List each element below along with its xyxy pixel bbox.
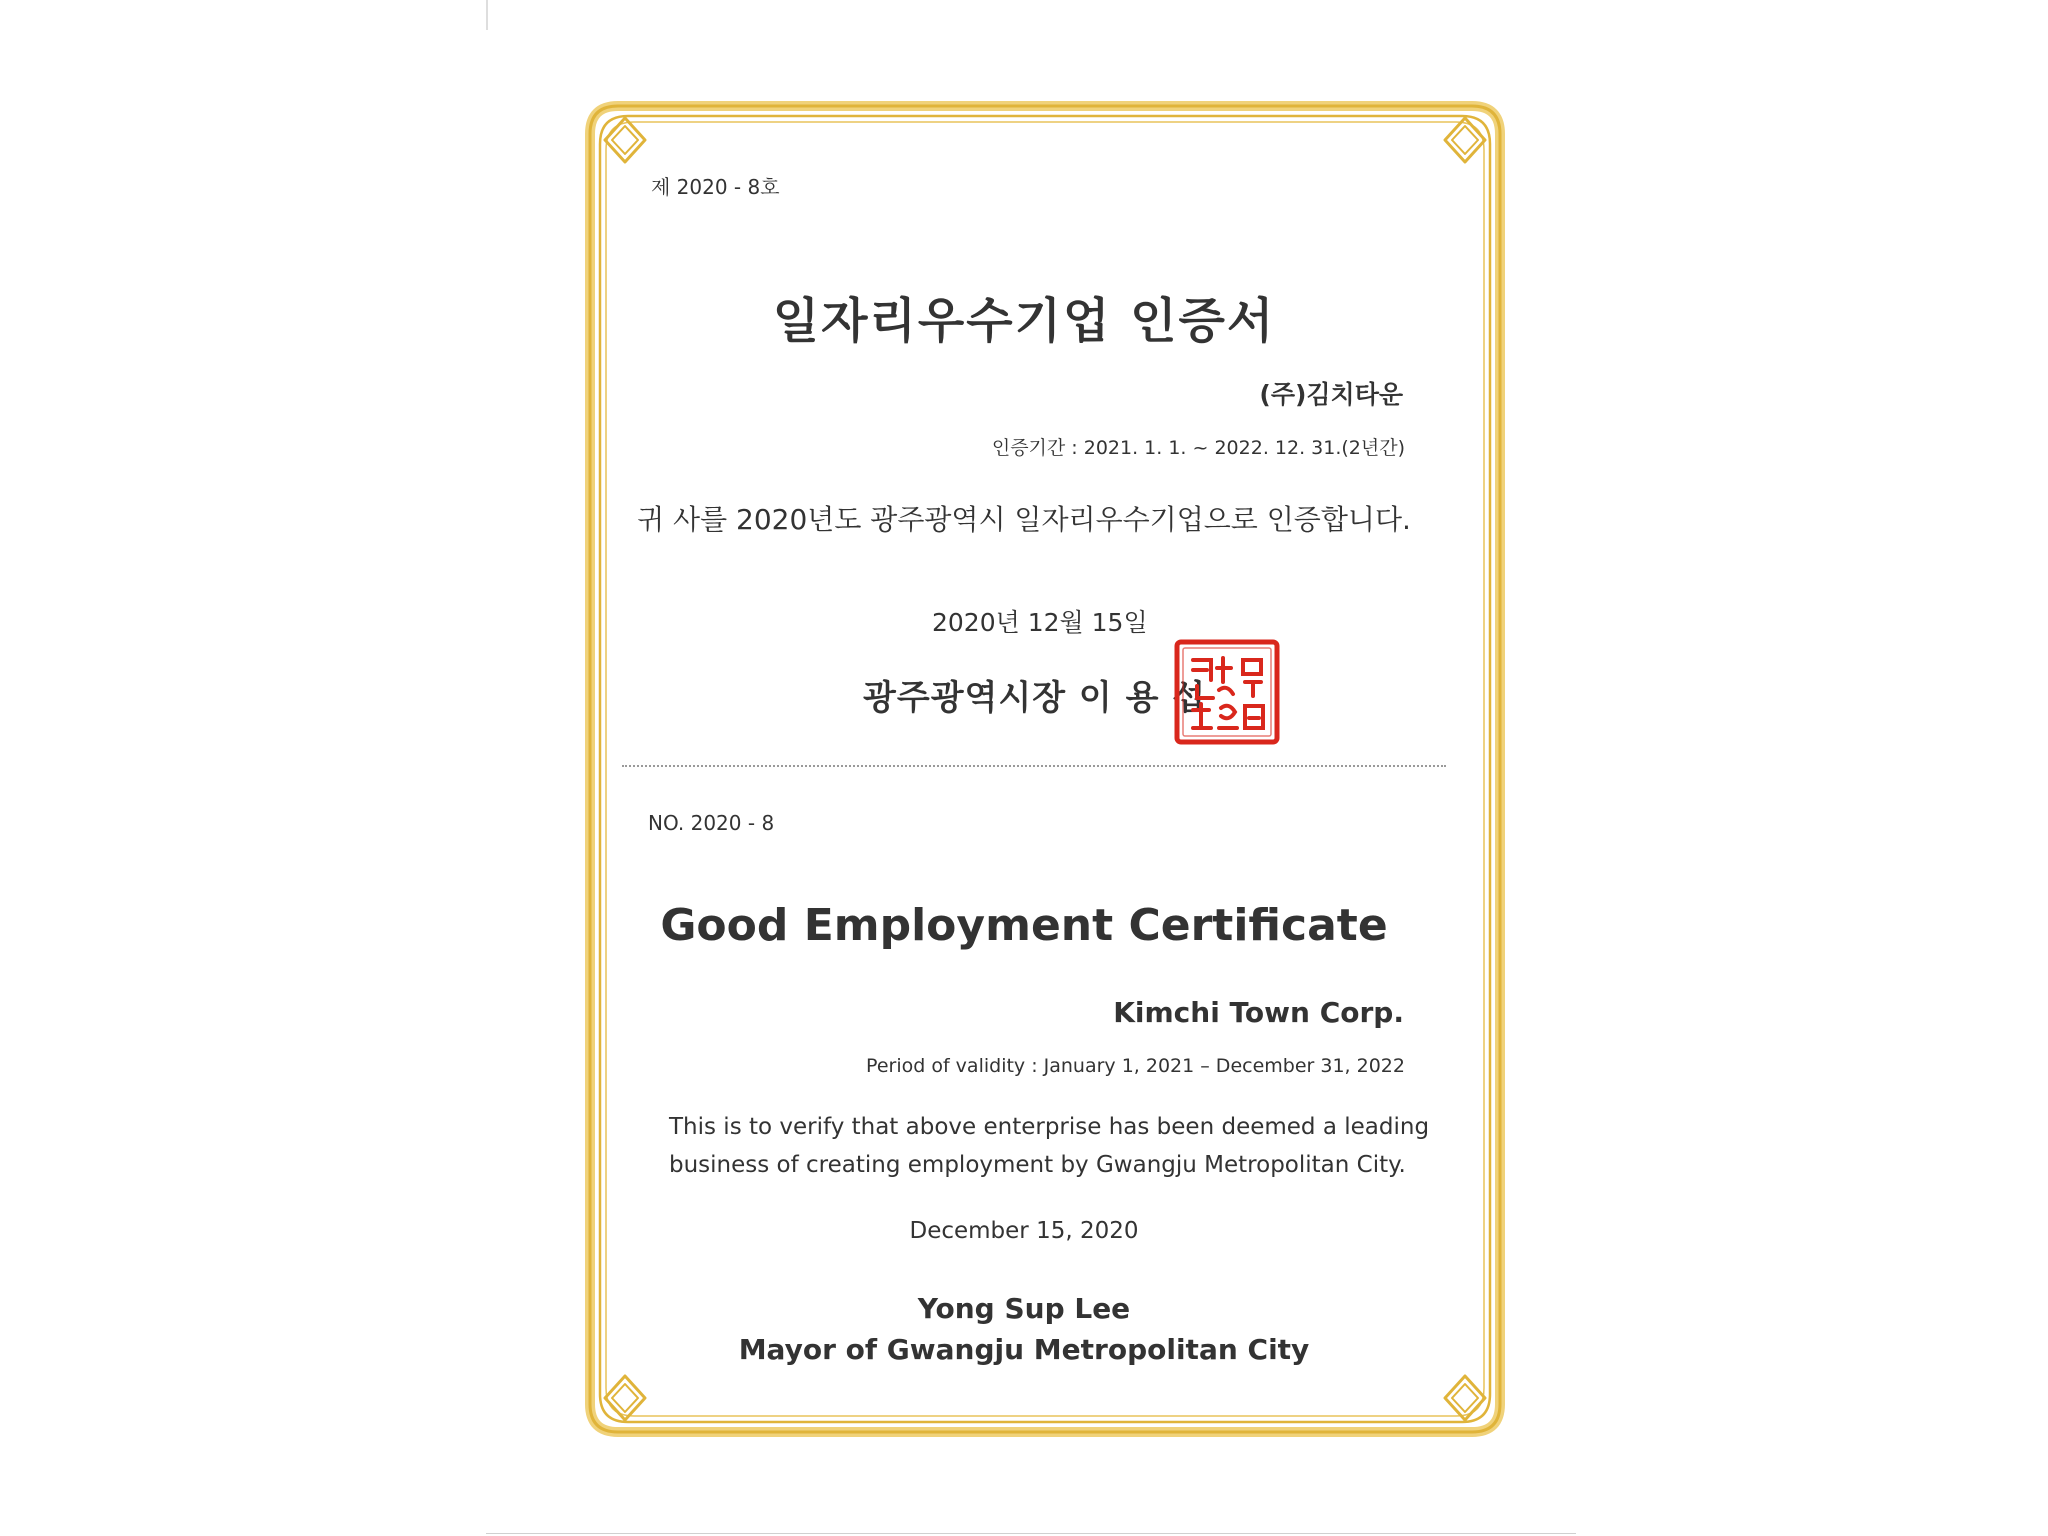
document-number-ko: 제 2020 - 8호 bbox=[651, 175, 780, 199]
validity-period-en: Period of validity : January 1, 2021 – December 31, 2022 bbox=[866, 1055, 1405, 1077]
company-name-ko: (주)김치타운 bbox=[1259, 380, 1403, 409]
statement-line-2: business of creating employment by Gwangju Metropolitan City. bbox=[669, 1152, 1406, 1178]
document-number-en: NO. 2020 - 8 bbox=[648, 811, 775, 835]
certification-statement-ko: 귀 사를 2020년도 광주광역시 일자리우수기업으로 인증합니다. bbox=[637, 503, 1411, 536]
signer-title-en: Mayor of Gwangju Metropolitan City bbox=[738, 1333, 1310, 1366]
certificate-title-ko: 일자리우수기업 인증서 bbox=[772, 293, 1276, 349]
statement-line-1: This is to verify that above enterprise has been deemed a leading bbox=[669, 1114, 1430, 1140]
corner-ornament-bottom-left bbox=[605, 1376, 645, 1420]
certificate-title-en: Good Employment Certificate bbox=[660, 900, 1388, 951]
corner-ornament-top-left bbox=[605, 118, 645, 162]
section-divider bbox=[622, 765, 1446, 767]
validity-period-ko: 인증기간 : 2021. 1. 1. ~ 2022. 12. 31.(2년간) bbox=[991, 437, 1405, 459]
signer-name-en: Yong Sup Lee bbox=[917, 1292, 1131, 1325]
corner-ornament-top-right bbox=[1445, 118, 1485, 162]
company-name-en: Kimchi Town Corp. bbox=[1113, 996, 1404, 1029]
issue-date-ko: 2020년 12월 15일 bbox=[932, 608, 1148, 637]
official-seal-stamp bbox=[1173, 638, 1281, 746]
corner-ornament-bottom-right bbox=[1445, 1376, 1485, 1420]
issue-date-en: December 15, 2020 bbox=[909, 1218, 1139, 1244]
signer-ko: 광주광역시장 이 용 섭 bbox=[863, 678, 1207, 718]
certification-statement-en bbox=[669, 1108, 1429, 1184]
